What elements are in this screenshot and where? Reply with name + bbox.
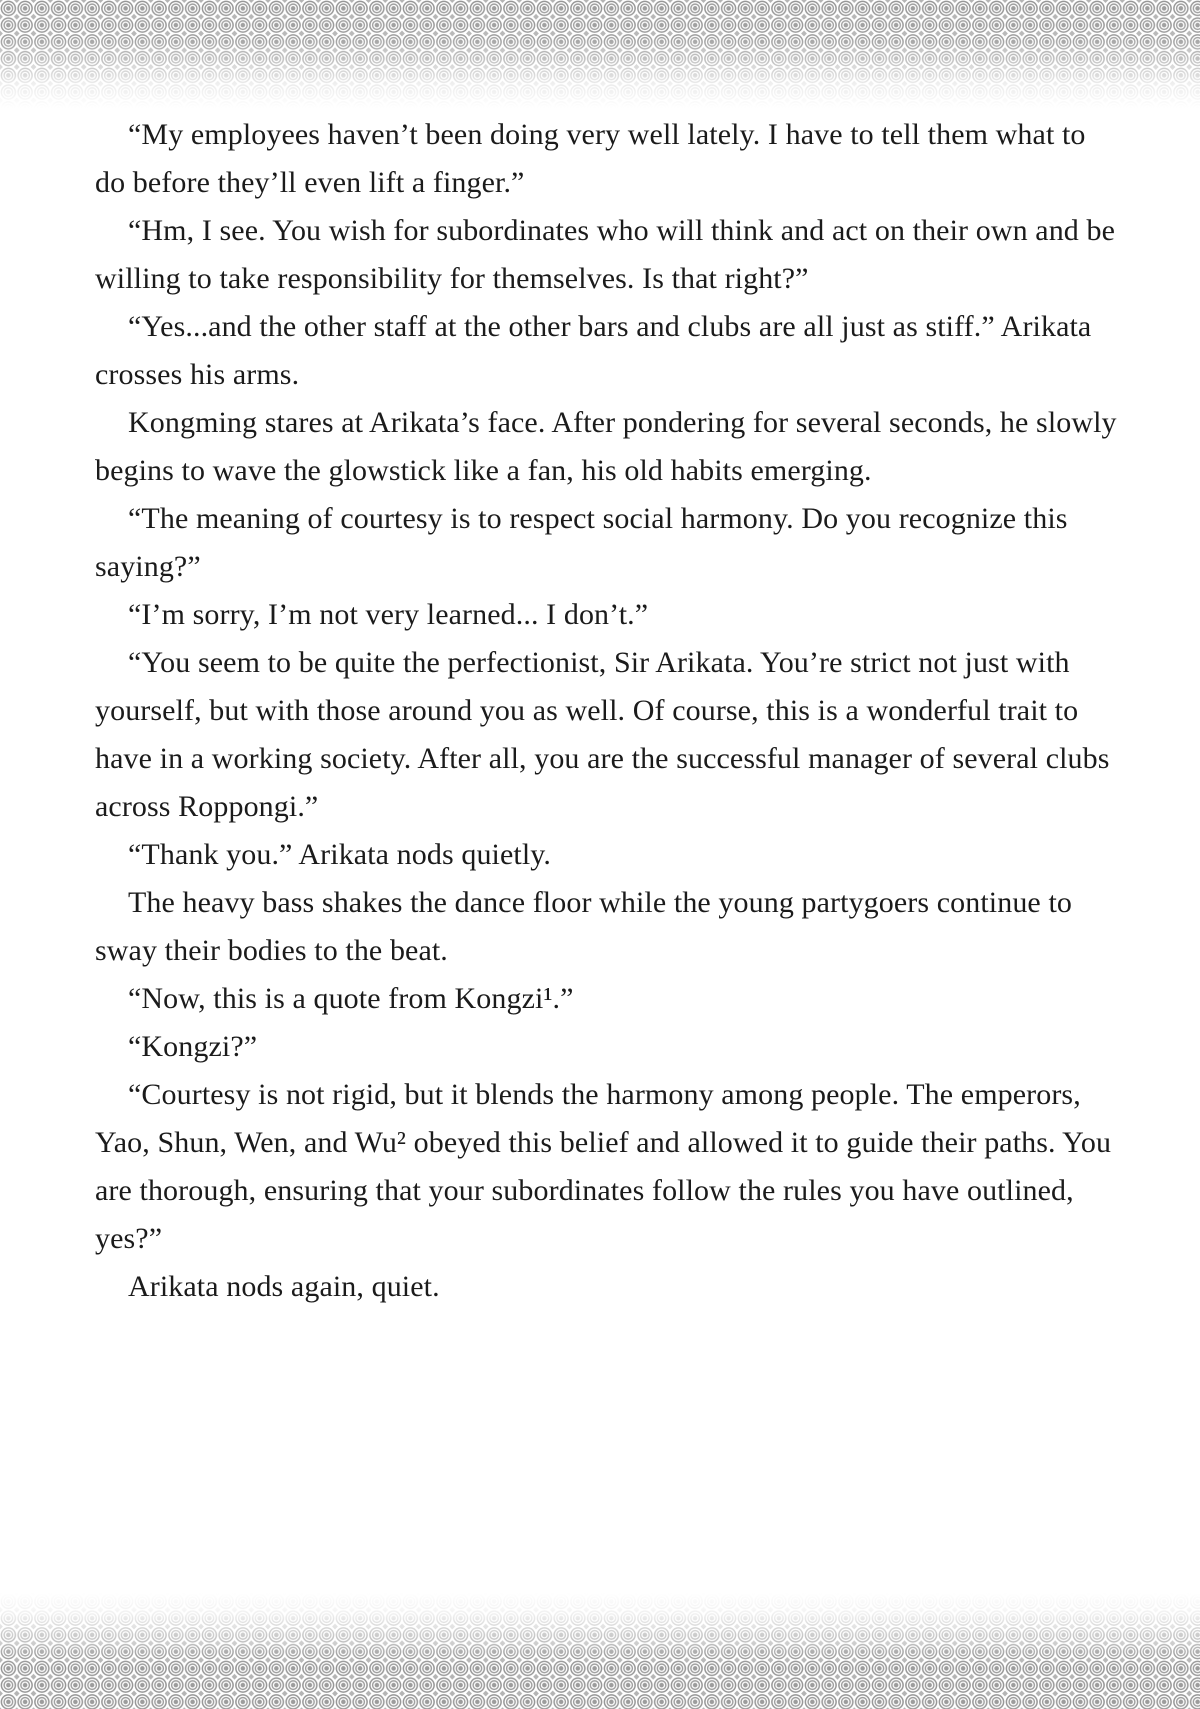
paragraph: “Thank you.” Arikata nods quietly.: [128, 838, 552, 871]
paragraph: “Yes...and the other staff at the other bars and clubs are all just as stiff.” Arikata crosses his arms.: [95, 310, 1092, 391]
paragraph: “Courtesy is not rigid, but it blends the harmony among people. The emperors, Yao, Shun, Wen, and Wu² obeyed this belief and allowed it to guide their paths. You are thorough, ensuring that your subordinates follow the rules you have outlined, yes?”: [95, 1078, 1112, 1255]
paragraph: The heavy bass shakes the dance floor while the young partygoers continue to sway their bodies to the beat.: [95, 886, 1072, 967]
paragraph: “My employees haven’t been doing very well lately. I have to tell them what to do before they’ll even lift a finger.”: [95, 118, 1086, 199]
decorative-border-bottom: [0, 1593, 1200, 1709]
paragraph: Kongming stares at Arikata’s face. After pondering for several seconds, he slowly begins to wave the glowstick like a fan, his old habits emerging.: [95, 406, 1117, 487]
decorative-border-top: [0, 0, 1200, 108]
paragraph: Arikata nods again, quiet.: [128, 1270, 440, 1303]
pattern-fade-overlay-bottom: [0, 1593, 1200, 1709]
paragraph: “Now, this is a quote from Kongzi¹.”: [128, 982, 574, 1015]
book-page-text: [95, 111, 1120, 1311]
paragraph: “You seem to be quite the perfectionist, Sir Arikata. You’re strict not just with yourself, but with those around you as well. Of course, this is a wonderful trait to have in a working society. After all, you are the successful manager of several clubs across Roppongi.”: [95, 646, 1110, 823]
paragraph: “Kongzi?”: [128, 1030, 258, 1063]
pattern-fade-overlay-top: [0, 0, 1200, 108]
paragraph: “I’m sorry, I’m not very learned... I don’t.”: [128, 598, 649, 631]
paragraph: “The meaning of courtesy is to respect social harmony. Do you recognize this saying?”: [95, 502, 1068, 583]
paragraph: “Hm, I see. You wish for subordinates who will think and act on their own and be willing to take responsibility for themselves. Is that right?”: [95, 214, 1116, 295]
